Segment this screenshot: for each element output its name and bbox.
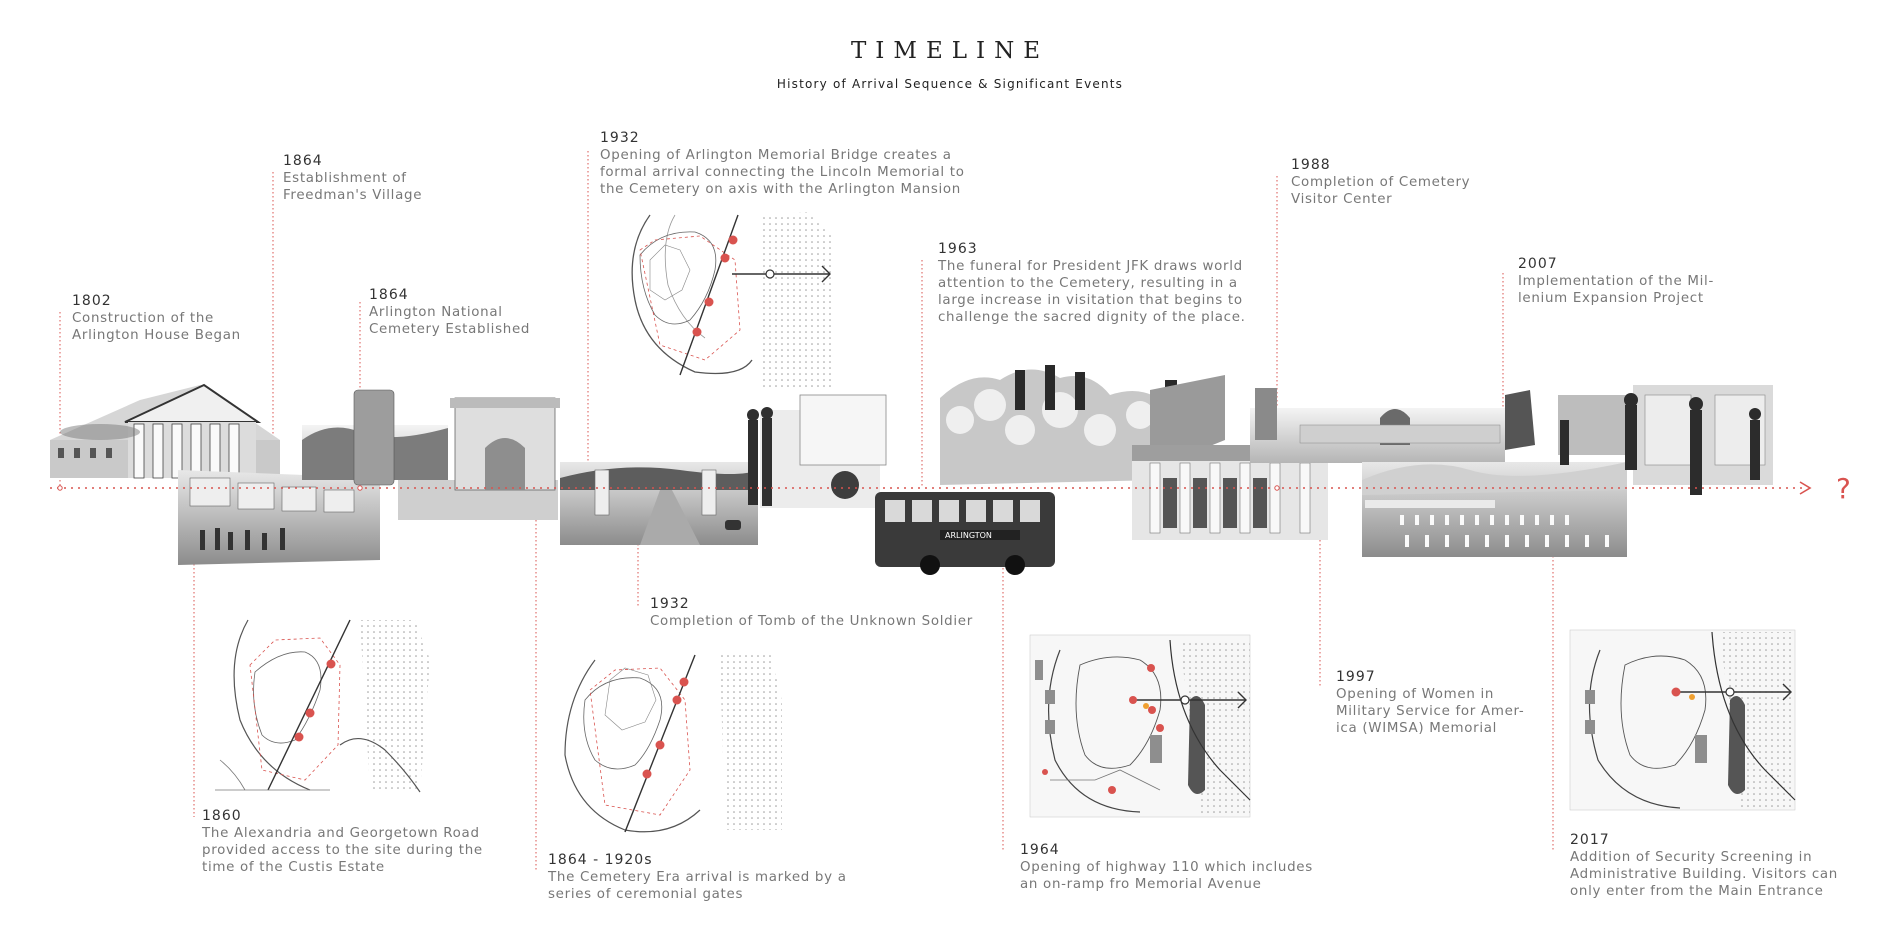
event-year: 1988: [1291, 157, 1331, 173]
event-year: 1964: [1020, 842, 1060, 858]
event-desc-line: attention to the Cemetery, resulting in a: [938, 276, 1238, 291]
map-1932-memorial-bridge: [632, 212, 835, 390]
event-desc-line: Opening of highway 110 which includes: [1020, 860, 1313, 875]
event-desc-line: Opening of Women in: [1336, 687, 1495, 702]
event-1864-1920s-ceremonial-gates: [548, 852, 847, 903]
photo-millennium-graves: [1362, 462, 1627, 557]
event-desc-line: only enter from the Main Entrance: [1570, 884, 1824, 899]
event-desc-line: Administrative Building. Visitors can: [1570, 867, 1838, 882]
event-desc-line: Implementation of the Mil-: [1518, 274, 1715, 289]
event-year: 1802: [72, 293, 112, 309]
event-1932-tomb-unknown-soldier: [650, 596, 973, 630]
event-1864-freedmans-village: [283, 153, 422, 204]
event-1963-jfk-funeral: [938, 241, 1246, 326]
map-2017-security-screening: [1570, 630, 1795, 810]
event-year: 1963: [938, 241, 978, 257]
page-title: TIMELINE: [850, 38, 1050, 64]
photo-tomb-unknown-soldier: [747, 395, 886, 508]
event-1997-wimsa-memorial: [1336, 669, 1524, 737]
event-year: 1860: [202, 808, 242, 824]
event-desc-line: provided access to the site during the: [202, 843, 483, 858]
timeline-end-question-mark: ?: [1836, 472, 1851, 505]
event-desc-line: challenge the sacred dignity of the place.: [938, 310, 1246, 325]
event-desc-line: an on-ramp fro Memorial Avenue: [1020, 877, 1262, 892]
event-desc-line: Establishment of: [283, 171, 407, 186]
event-desc-line: Freedman's Village: [283, 188, 423, 203]
event-desc-line: Completion of Cemetery: [1291, 175, 1471, 190]
event-desc-line: Arlington House Began: [72, 328, 241, 343]
event-2007-millennium-project: [1518, 256, 1714, 307]
event-year: 1932: [600, 130, 640, 146]
event-desc-line: formal arrival connecting the Lincoln Memorial to: [600, 165, 965, 180]
event-desc-line: Military Service for Amer-: [1336, 704, 1525, 719]
map-1964-highway-110: [1030, 635, 1250, 817]
event-year: 2007: [1518, 256, 1558, 272]
photo-tourmobile-trolley: [875, 492, 1055, 575]
event-desc-line: The Alexandria and Georgetown Road: [202, 826, 480, 841]
event-1860-road: [202, 808, 483, 876]
photo-freedmans-village: [178, 470, 380, 565]
trolley-sign: ARLINGTON: [945, 531, 992, 540]
event-year: 1997: [1336, 669, 1376, 685]
event-year: 1864 - 1920s: [548, 852, 653, 868]
event-year: 1932: [650, 596, 690, 612]
event-desc-line: The funeral for President JFK draws world: [938, 259, 1243, 274]
page-subtitle: History of Arrival Sequence & Significant Events: [776, 77, 1124, 91]
event-2017-security-screening: [1570, 832, 1838, 900]
event-desc-line: Completion of Tomb of the Unknown Soldier: [650, 614, 973, 629]
event-desc-line: the Cemetery on axis with the Arlington Mansion: [600, 182, 961, 197]
photo-memorial-avenue: [560, 462, 758, 545]
map-1860-alexandria-georgetown-road: [215, 620, 430, 792]
event-1932-memorial-bridge: [600, 130, 965, 198]
map-1864-1920s-ceremonial-gates: [565, 652, 782, 832]
event-desc-line: Visitor Center: [1291, 192, 1393, 207]
event-1964-highway-110: [1020, 842, 1313, 893]
event-desc-line: Construction of the: [72, 311, 214, 326]
photo-wimsa-gate: [1250, 388, 1535, 463]
event-desc-line: Cemetery Established: [369, 322, 531, 337]
event-year: 1864: [283, 153, 323, 169]
event-desc-line: lenium Expansion Project: [1518, 291, 1704, 306]
photo-cemetery-monument: [302, 390, 448, 485]
event-year: 1864: [369, 287, 409, 303]
event-desc-line: large increase in visitation that begins to: [938, 293, 1243, 308]
event-desc-line: Opening of Arlington Memorial Bridge creates a: [600, 148, 952, 163]
event-desc-line: The Cemetery Era arrival is marked by a: [548, 870, 847, 885]
event-1988-visitor-center: [1291, 157, 1470, 208]
event-1864-cemetery-established: [369, 287, 530, 338]
event-desc-line: ica (WIMSA) Memorial: [1336, 721, 1498, 736]
event-desc-line: Addition of Security Screening in: [1570, 850, 1813, 865]
event-desc-line: Arlington National: [369, 305, 503, 320]
photo-arlington-house: [50, 385, 280, 478]
event-desc-line: series of ceremonial gates: [548, 887, 744, 902]
event-1802: [72, 293, 241, 344]
event-desc-line: time of the Custis Estate: [202, 860, 385, 875]
event-year: 2017: [1570, 832, 1610, 848]
